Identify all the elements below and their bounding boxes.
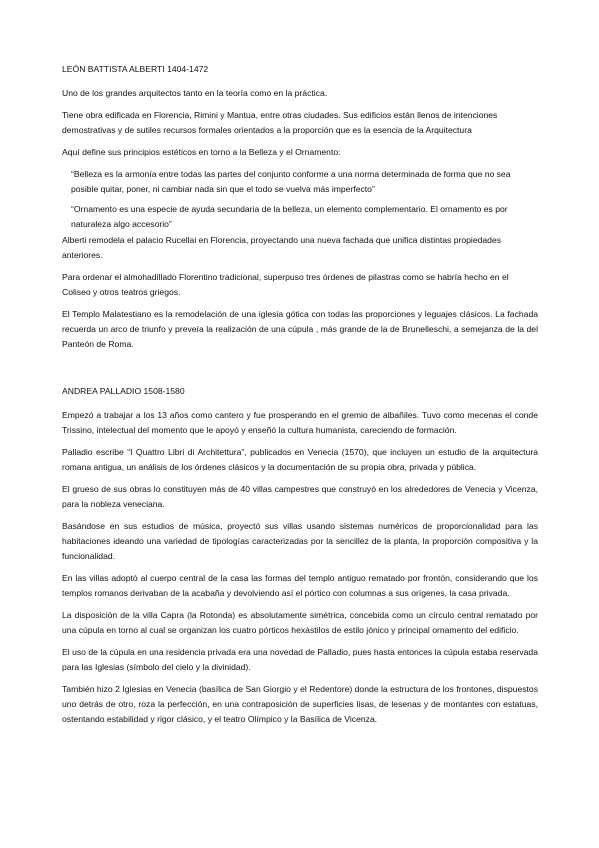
palladio-paragraph-1: Empezó a trabajar a los 13 años como cantero y fue prosperando en el gremio de albañiles. Tuvo como mecenas el conde Trissino, intelectual del momento que le apoyó y enseñó la cultura humanista, careciendo de formación. [62,410,538,435]
alberti-principles: Aquí define sus principios estéticos en torno a la Belleza y el Ornamento: [62,147,341,157]
alberti-intro: Uno de los grandes arquitectos tanto en la teoría como en la práctica. [62,88,328,98]
palladio-paragraph-4: Basándose en sus estudios de música, proyectó sus villas usando sistemas numéricos de proporcionalidad para las habitaciones ideando una variedad de tipologías caracterizadas por la sencillez de la planta, la proporción compositiva y la funcionalidad. [62,521,538,561]
section-gap [62,359,538,384]
alberti-works: Tiene obra edificada en Florencia, Rimini y Mantua, entre otras ciudades. Sus edificios están llenos de intenciones demostrativas y de sutiles recursos formales orientados a la proporción que es la esencia de la Arquitectura [62,110,498,135]
palladio-paragraph-3: El grueso de sus obras lo constituyen más de 40 villas campestres que construyó en los alrededores de Venecia y Vicenza, para la nobleza veneciana. [62,484,538,509]
alberti-heading: LEÓN BATTISTA ALBERTI 1404-1472 [62,64,209,74]
palladio-paragraph-2: Palladio escribe “I Quattro Libri di Architettura”, publicados en Venecia (1570), que incluyen un estudio de la arquitectura romana antigua, un análisis de los órdenes clásicos y la documentación de su propia obra, privada y pública. [62,447,538,472]
palladio-paragraph-6: La disposición de la villa Capra (la Rotonda) es absolutamente simétrica, concebida como un círculo central rematado por una cúpula en torno al cual se organizan los cuatro pórticos hexástilos de estilo jónico y principal ornamento del edificio. [62,610,538,635]
palladio-paragraph-8: También hizo 2 Iglesias en Venecia (basílica de San Giorgio y el Redentore) donde la estructura de los frontones, dispuestos uno detrás de otro, roza la perfección, en una contraposición de superficies lisas, de lesenas y de montantes con estatuas, ostentando estabilidad y rigor clásico, y el teatro Olímpico y la Basílica de Vicenza. [62,684,538,724]
palladio-heading: ANDREA PALLADIO 1508-1580 [62,386,185,396]
alberti-quote-beauty: “Belleza es la armonía entre todas las partes del conjunto conforme a una norma determinada de forma que no sea posible quitar, poner, ni cambiar nada sin que el todo se vuelva más imperfecto” [71,169,511,194]
alberti-quote-ornament: “Ornamento es una especie de ayuda secundaria de la belleza, un elemento complementario. El ornamento es por naturaleza algo accesorio” [71,204,508,229]
alberti-rucellai: Alberti remodela el palacio Rucellai en Florencia, proyectando una nueva fachada que unifica distintas propiedades anteriores. [62,235,502,260]
alberti-tempio: El Templo Malatestiano es la remodelación de una iglesia gótica con todas las proporciones y leguajes clásicos. La fachada recuerda un arco de triunfo y preveía la realización de una cúpula , más grande de la de Brunelleschi, a semejanza de la del Panteón de Roma. [62,309,538,349]
palladio-paragraph-5: En las villas adoptó al cuerpo central de la casa las formas del templo antiguo rematado por frontón, considerando que los templos romanos derivaban de la acabaña y devolviendo así el pórtico con columnas a sus orígenes, la casa privada. [62,573,538,598]
palladio-paragraph-7: El uso de la cúpula en una residencia privada era una novedad de Palladio, pues hasta entonces la cúpula estaba reservada para las Iglesias (símbolo del cielo y la divinidad). [62,647,538,672]
document-body [62,62,538,734]
alberti-pilasters: Para ordenar el almohadillado Florentino tradicional, superpuso tres órdenes de pilastras como se habría hecho en el Coliseo y otros teatros griegos. [62,272,509,297]
